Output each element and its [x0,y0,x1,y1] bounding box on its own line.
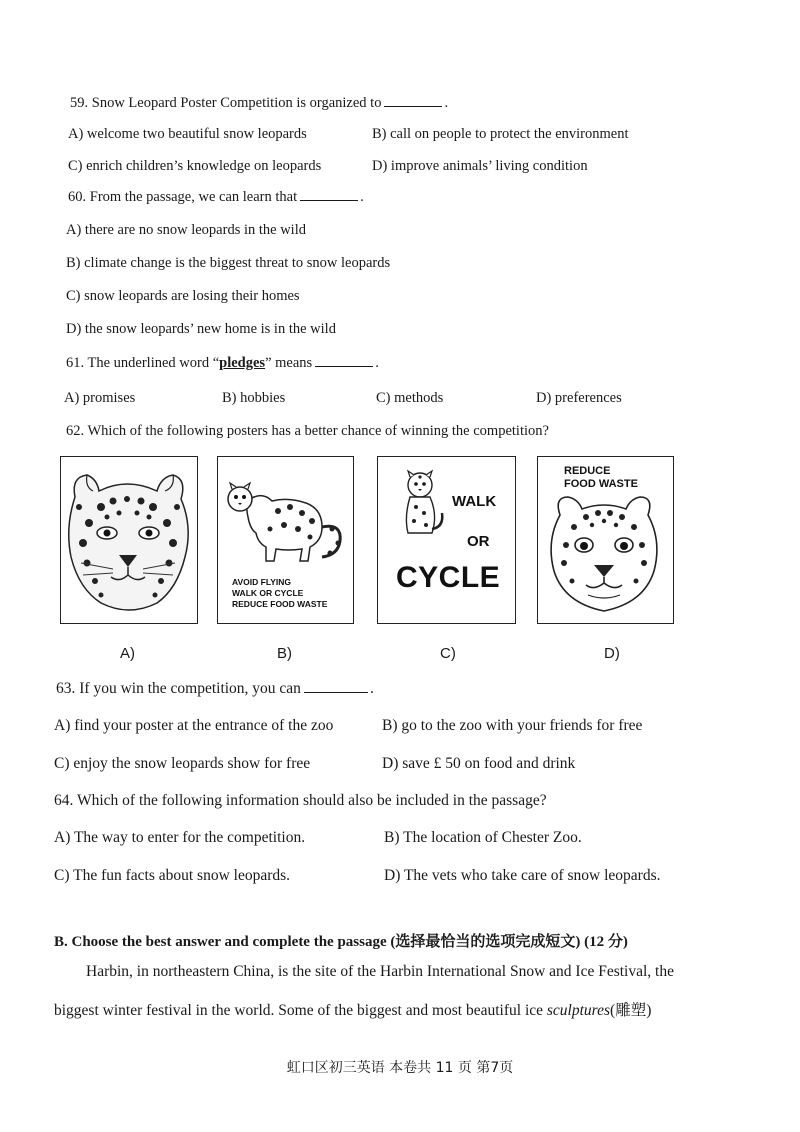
answer-blank [384,94,442,107]
question-61 [66,354,379,372]
option-61b: B) hobbies [222,390,286,406]
option-59d: D) improve animals’ living condition [372,158,588,174]
answer-blank [315,354,373,367]
poster-d-line-2: FOOD WASTE [564,478,638,490]
leopard-face-illustration [61,457,195,621]
poster-c [377,456,516,624]
passage-text: biggest winter festival in the world. Some of the biggest and most beautiful ice [54,1002,547,1019]
stem-end: . [360,189,364,205]
option-63d: D) save £ 50 on food and drink [382,755,576,772]
option-63c: C) enjoy the snow leopards show for free [54,755,311,772]
option-64c: C) The fun facts about snow leopards. [54,867,291,884]
poster-c-or: OR [467,533,490,550]
poster-label-a: A) [120,645,135,662]
section-b-heading: B. Choose the best answer and complete the passage (选择最恰当的选项完成短文) (12 分) [54,934,628,950]
poster-d-line-1: REDUCE [564,465,611,477]
option-61d: D) preferences [536,390,622,406]
passage-italic-word: sculptures [546,1002,611,1019]
question-59 [70,94,448,112]
passage-line-1: Harbin, in northeastern China, is the site of the Harbin International Snow and Ice Festival, the [86,963,674,980]
poster-b-line-2: WALK OR CYCLE [232,588,304,598]
poster-label-d: D) [604,645,620,662]
poster-c-walk: WALK [452,493,497,510]
answer-blank [300,188,358,201]
stem-end: . [369,680,374,697]
sitting-leopard-illustration [396,469,446,541]
question-63 [56,680,374,698]
option-59b: B) call on people to protect the environment [372,126,629,142]
poster-d [537,456,674,624]
question-stem: 63. If you win the competition, you can [56,680,301,697]
option-64b: B) The location of Chester Zoo. [384,829,582,846]
passage-gloss: (雕塑) [610,1002,652,1019]
option-61a: A) promises [64,390,136,406]
page-footer: 虹口区初三英语 本卷共 11 页 第7页 [286,1060,514,1076]
question-64: 64. Which of the following information should also be included in the passage? [54,792,547,809]
cartoon-leopard-illustration [218,457,351,567]
poster-b [217,456,354,624]
passage-line-2 [54,1001,651,1021]
poster-label-c: C) [440,645,456,662]
stem-end: . [375,355,379,371]
option-63b: B) go to the zoo with your friends for free [382,717,643,734]
option-64d: D) The vets who take care of snow leopards. [384,867,661,884]
poster-d-text [564,465,638,491]
stem-part: 61. The underlined word “ [66,355,220,371]
poster-b-text [232,577,327,610]
option-63a: A) find your poster at the entrance of the zoo [54,717,334,734]
option-59a: A) welcome two beautiful snow leopards [68,126,307,142]
poster-label-b: B) [277,645,292,662]
option-60b: B) climate change is the biggest threat to snow leopards [66,255,391,271]
option-61c: C) methods [376,390,444,406]
leopard-face-outline-illustration [538,491,671,621]
option-60a: A) there are no snow leopards in the wild [66,222,306,238]
option-60c: C) snow leopards are losing their homes [66,288,300,304]
question-60 [68,188,364,206]
question-stem: 60. From the passage, we can learn that [68,189,298,205]
question-62: 62. Which of the following posters has a better chance of winning the competition? [66,423,549,439]
poster-a [60,456,198,624]
option-64a: A) The way to enter for the competition. [54,829,306,846]
poster-b-line-3: REDUCE FOOD WASTE [232,599,328,609]
answer-blank [304,680,368,693]
option-59c: C) enrich children’s knowledge on leopards [68,158,322,174]
poster-c-cycle: CYCLE [396,561,501,594]
stem-end: . [444,95,449,111]
poster-b-line-1: AVOID FLYING [232,577,292,587]
stem-part: ” means [265,355,313,371]
underlined-word: pledges [219,355,266,371]
option-60d: D) the snow leopards’ new home is in the wild [66,321,336,337]
question-stem: 59. Snow Leopard Poster Competition is organized to [70,95,382,111]
